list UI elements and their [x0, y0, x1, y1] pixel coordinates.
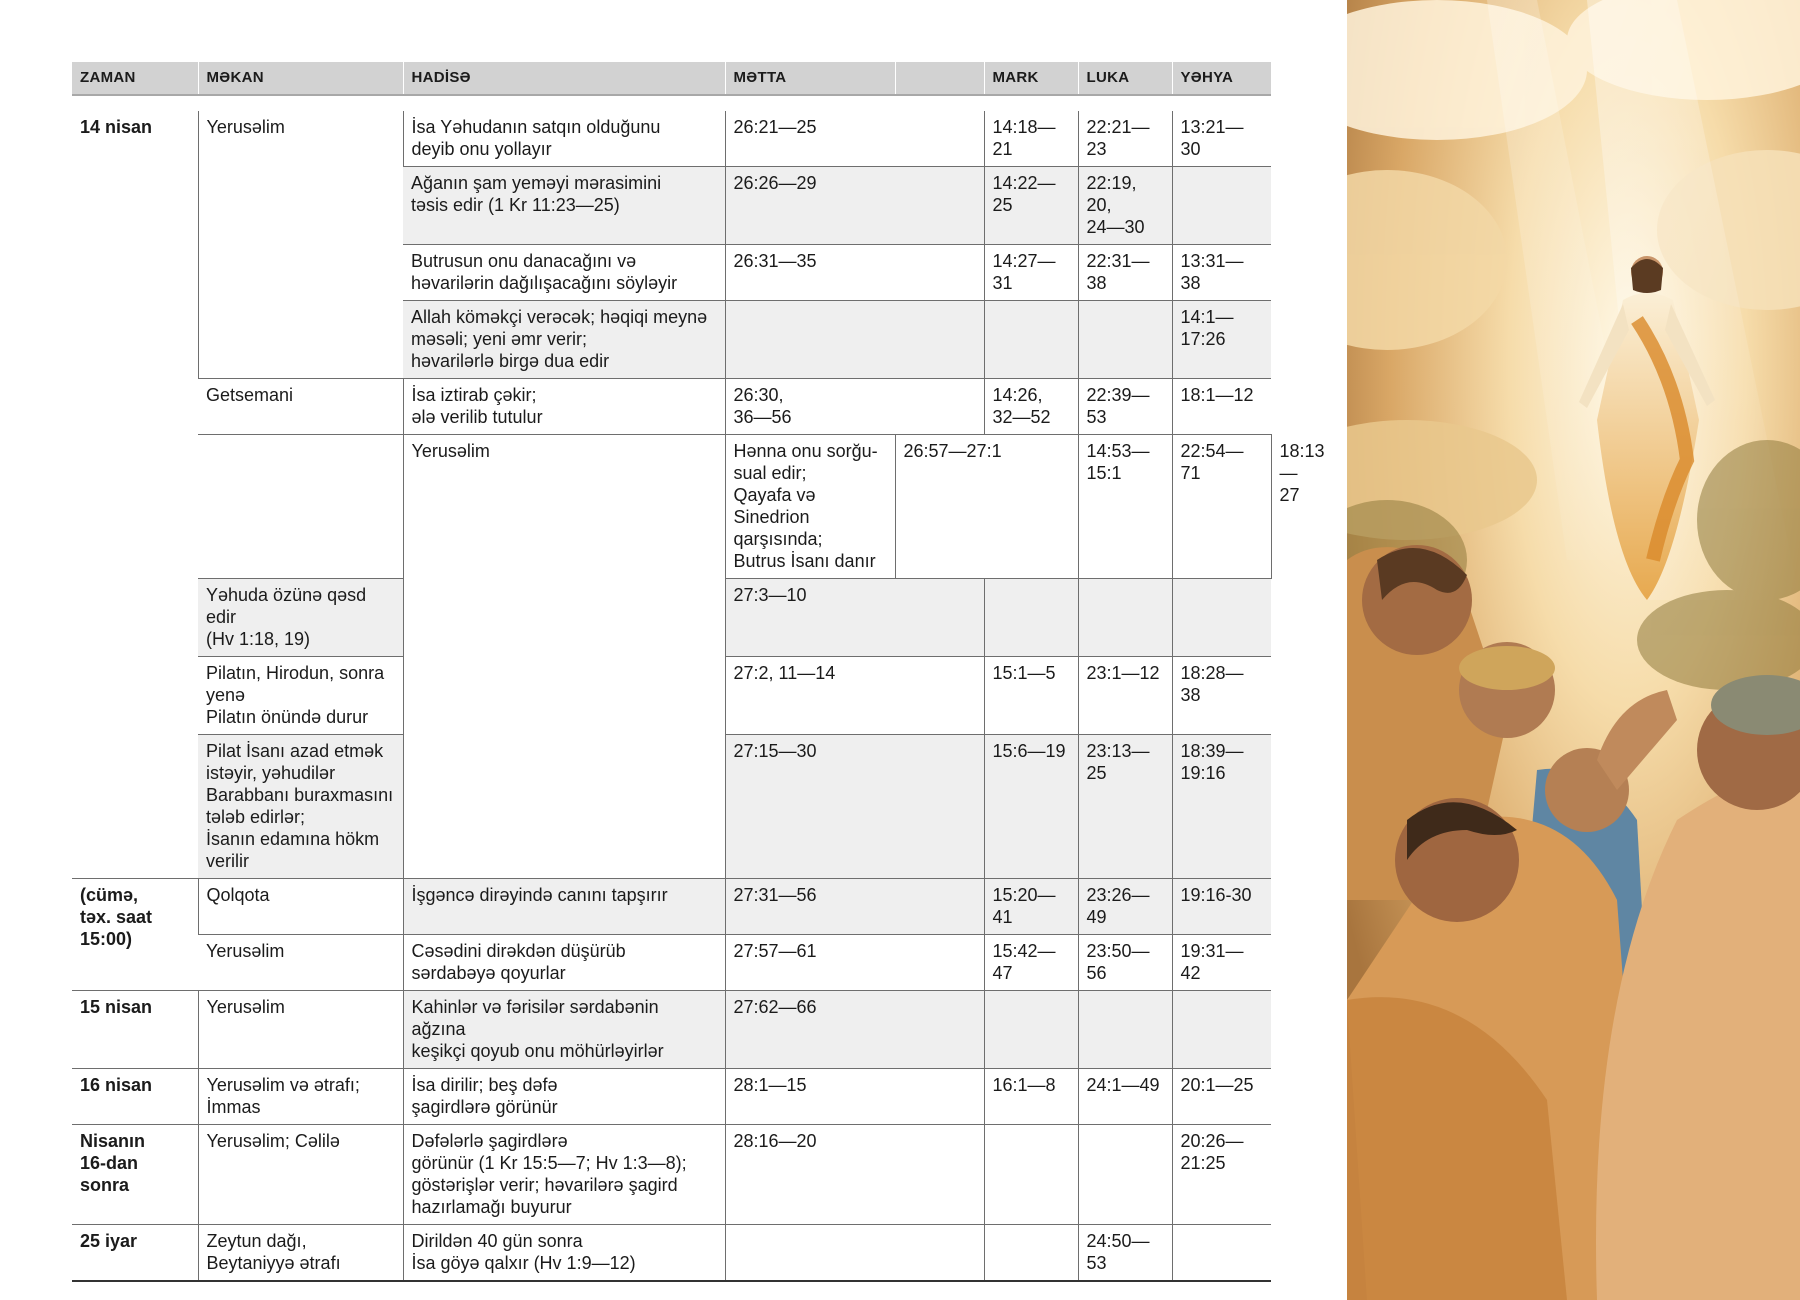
cell-matta: 28:16—20 [725, 1125, 984, 1225]
cell-matta: 26:31—35 [725, 245, 984, 301]
cell-yehya: 13:31—38 [1172, 245, 1271, 301]
cell-mark [984, 1225, 1078, 1282]
cell-luka: 22:31—38 [1078, 245, 1172, 301]
cell-luka: 22:21—23 [1078, 111, 1172, 167]
table-row [72, 1125, 1271, 1225]
cell-mark: 15:1—5 [984, 657, 1078, 735]
cell-yehya: 20:1—25 [1172, 1069, 1271, 1125]
cell-mekan: Yerusəlim [198, 111, 403, 379]
cell-matta: 27:15—30 [725, 735, 984, 879]
cell-matta: 27:57—61 [725, 935, 984, 991]
cell-luka: 22:54—71 [1172, 435, 1271, 579]
cell-matta: 27:31—56 [725, 879, 984, 935]
header-spacer [895, 62, 984, 95]
header-luka: LUKA [1078, 62, 1172, 95]
cell-mark: 14:27—31 [984, 245, 1078, 301]
cell-luka: 23:1—12 [1078, 657, 1172, 735]
cell-mark: 14:26, 32—52 [984, 379, 1078, 435]
cell-yehya: 18:39— 19:16 [1172, 735, 1271, 879]
header-yehya: YƏHYA [1172, 62, 1271, 95]
cell-luka: 22:19, 20, 24—30 [1078, 167, 1172, 245]
cell-hadise: Hənna onu sorğu-sual edir; Qayafa və Sinedrion qarşısında; Butrus İsanı danır [725, 435, 895, 579]
cell-luka: 23:13—25 [1078, 735, 1172, 879]
cell-yehya: 20:26— 21:25 [1172, 1125, 1271, 1225]
cell-yehya: 19:16-30 [1172, 879, 1271, 935]
cell-mark: 15:20—41 [984, 879, 1078, 935]
table-row: Yerusəlim Hənna onu sorğu-sual edir; Qayafa və Sinedrion qarşısında; Butrus İsanı danır 26:57—27:1 14:53— 15:1 22:54—71 18:13—27 [72, 435, 1271, 579]
table-row [72, 1225, 1271, 1282]
cell-mekan: Yerusəlim [198, 991, 403, 1069]
cell-mekan: Yerusəlim və ətrafı; İmmas [198, 1069, 403, 1125]
header-zaman: ZAMAN [72, 62, 198, 95]
table-header [72, 62, 1271, 95]
cell-yehya: 13:21—30 [1172, 111, 1271, 167]
cell-hadise: Ağanın şam yeməyi mərasimini təsis edir (1 Kr 11:23—25) [403, 167, 725, 245]
cell-yehya [1172, 579, 1271, 657]
cell-luka: 22:39—53 [1078, 379, 1172, 435]
cell-luka [1078, 991, 1172, 1069]
cell-hadise: Allah köməkçi verəcək; həqiqi meynə məsəli; yeni əmr verir; həvarilərlə birgə dua edir [403, 301, 725, 379]
table-row [72, 935, 1271, 991]
cell-matta: 27:62—66 [725, 991, 984, 1069]
cell-hadise: Dirildən 40 gün sonra İsa göyə qalxır (Hv 1:9—12) [403, 1225, 725, 1282]
cell-hadise: Yəhuda özünə qəsd edir (Hv 1:18, 19) [198, 579, 403, 657]
table-row [72, 379, 1271, 435]
cell-luka: 23:50—56 [1078, 935, 1172, 991]
cell-mekan: Yerusəlim [198, 935, 403, 991]
cell-hadise: Dəfələrlə şagirdlərə görünür (1 Kr 15:5—7; Hv 1:3—8); göstərişlər verir; həvarilərə şagird hazırlamağı buyurur [403, 1125, 725, 1225]
cell-zaman: 15 nisan [72, 991, 198, 1069]
cell-matta: 26:30, 36—56 [725, 379, 984, 435]
cell-matta: 26:26—29 [725, 167, 984, 245]
cell-zaman [198, 435, 403, 579]
ascension-illustration [1347, 0, 1800, 1300]
cell-luka [1078, 301, 1172, 379]
cell-mark: 14:22—25 [984, 167, 1078, 245]
cell-yehya: 18:28—38 [1172, 657, 1271, 735]
cell-mark [984, 579, 1078, 657]
cell-matta: 28:1—15 [725, 1069, 984, 1125]
cell-mark [984, 1125, 1078, 1225]
cell-mark: 15:42—47 [984, 935, 1078, 991]
cell-zaman: (cümə, təx. saat 15:00) [72, 879, 198, 991]
cell-mark [984, 301, 1078, 379]
cell-mekan: Qolqota [198, 879, 403, 935]
cell-yehya: 19:31—42 [1172, 935, 1271, 991]
cell-matta: 27:3—10 [725, 579, 984, 657]
cell-zaman: 14 nisan [72, 111, 198, 879]
cell-matta: 26:57—27:1 [895, 435, 1078, 579]
cell-mark: 14:53— 15:1 [1078, 435, 1172, 579]
cell-yehya [1172, 991, 1271, 1069]
cell-hadise: Pilatın, Hirodun, sonra yenə Pilatın önündə durur [198, 657, 403, 735]
cell-yehya: 18:1—12 [1172, 379, 1271, 435]
cell-luka [1078, 1125, 1172, 1225]
cell-mark [984, 991, 1078, 1069]
cell-luka: 24:1—49 [1078, 1069, 1172, 1125]
table-row [72, 991, 1271, 1069]
cell-matta [725, 301, 984, 379]
cell-mekan: Getsemani [198, 379, 403, 435]
cell-hadise: İsa Yəhudanın satqın olduğunu deyib onu yollayır [403, 111, 725, 167]
cell-zaman: 25 iyar [72, 1225, 198, 1282]
cell-hadise: Pilat İsanı azad etmək istəyir, yəhudilər Barabbanı buraxmasını tələb edirlər; İsanın edamına hökm verilir [198, 735, 403, 879]
cell-hadise: İsa dirilir; beş dəfə şagirdlərə görünür [403, 1069, 725, 1125]
cell-luka: 24:50—53 [1078, 1225, 1172, 1282]
header-mekan: MƏKAN [198, 62, 403, 95]
cell-matta: 27:2, 11—14 [725, 657, 984, 735]
cell-hadise: Kahinlər və fərisilər sərdabənin ağzına keşikçi qoyub onu möhürləyirlər [403, 991, 725, 1069]
cell-hadise: İşgəncə dirəyində canını tapşırır [403, 879, 725, 935]
cell-yehya [1172, 1225, 1271, 1282]
cell-mekan: Yerusəlim [403, 435, 725, 879]
cell-matta [725, 1225, 984, 1282]
gospel-harmony-table [72, 62, 1325, 1282]
cell-matta: 26:21—25 [725, 111, 984, 167]
cell-mekan: Zeytun dağı, Beytaniyyə ətrafı [198, 1225, 403, 1282]
cell-mark: 14:18—21 [984, 111, 1078, 167]
cell-hadise: Butrusun onu danacağını və həvarilərin dağılışacağını söyləyir [403, 245, 725, 301]
cell-yehya [1172, 167, 1271, 245]
cell-hadise: İsa iztirab çəkir; ələ verilib tutulur [403, 379, 725, 435]
cell-luka [1078, 579, 1172, 657]
header-hadise: HADİSƏ [403, 62, 725, 95]
table-row [72, 111, 1271, 167]
table-row [72, 879, 1271, 935]
header-gap [72, 95, 1271, 111]
cell-zaman: 16 nisan [72, 1069, 198, 1125]
cell-zaman: Nisanın 16-dan sonra [72, 1125, 198, 1225]
cell-yehya: 14:1— 17:26 [1172, 301, 1271, 379]
illustration-svg [1347, 0, 1800, 1300]
cell-luka: 23:26—49 [1078, 879, 1172, 935]
cell-mekan: Yerusəlim; Cəlilə [198, 1125, 403, 1225]
cell-mark: 15:6—19 [984, 735, 1078, 879]
header-mark: MARK [984, 62, 1078, 95]
table-row [72, 1069, 1271, 1125]
header-matta: MƏTTA [725, 62, 895, 95]
cell-hadise: Cəsədini dirəkdən düşürüb sərdabəyə qoyurlar [403, 935, 725, 991]
cell-mark: 16:1—8 [984, 1069, 1078, 1125]
